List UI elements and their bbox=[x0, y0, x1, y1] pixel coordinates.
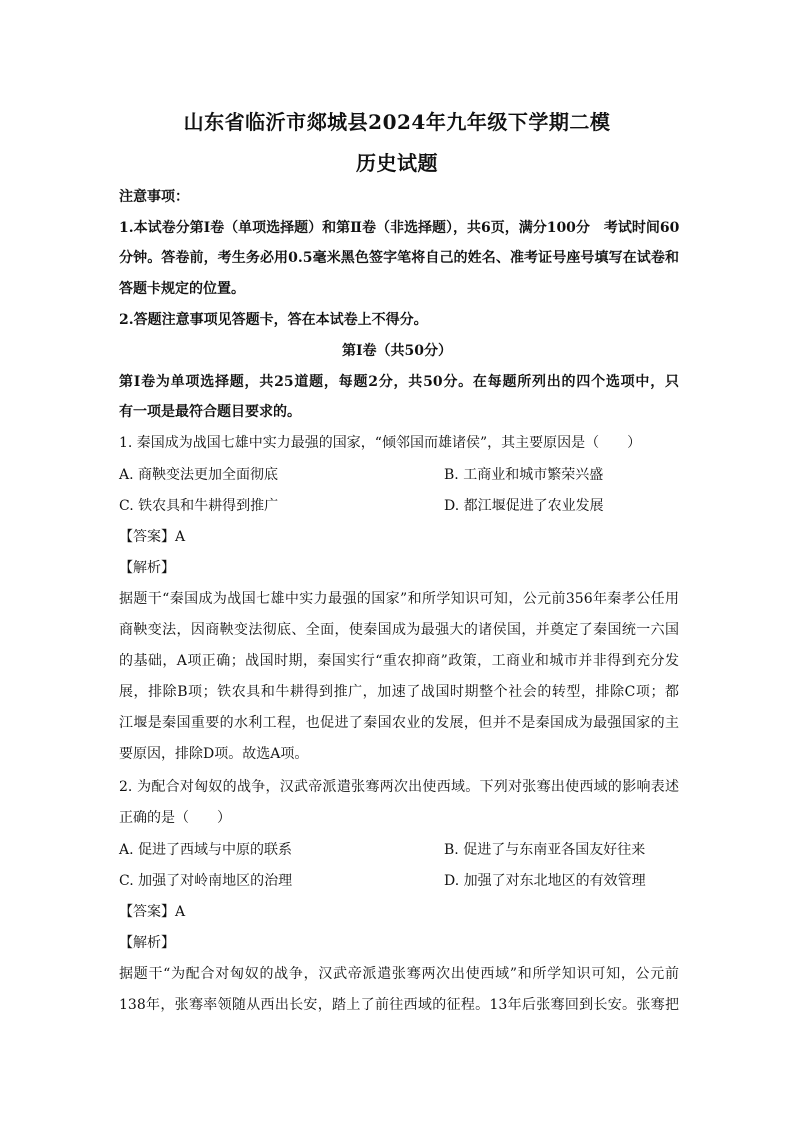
question-2-answer: 【答案】A bbox=[119, 904, 186, 920]
question-1-analysis-line: 据题干“秦国成为战国七雄中实力最强的国家”和所学知识可知，公元前356年秦孝公任用 bbox=[119, 591, 679, 607]
notice-item-2: 2.答题注意事项见答题卡，答在本试卷上不得分。 bbox=[119, 312, 428, 328]
question-1-option-c: C. 铁农具和牛耕得到推广 bbox=[119, 498, 279, 514]
question-2-option-b: B. 促进了与东南亚各国友好往来 bbox=[444, 842, 646, 858]
section-intro-line-1: 第Ⅰ卷为单项选择题，共25道题，每题2分，共50分。在每题所列出的四个选项中，只 bbox=[119, 374, 679, 390]
question-1-analysis-line: 要原因，排除D项。故选A项。 bbox=[119, 746, 309, 762]
question-1-option-d: D. 都江堰促进了农业发展 bbox=[444, 498, 604, 514]
question-2-option-c: C. 加强了对岭南地区的治理 bbox=[119, 873, 293, 889]
notice-item-1-line-2: 分钟。答卷前，考生务必用0.5毫米黑色签字笔将自己的姓名、准考证号座号填写在试卷和 bbox=[119, 250, 679, 266]
notice-item-1-line-3: 答题卡规定的位置。 bbox=[119, 281, 245, 297]
section-intro-line-2: 有一项是最符合题目要求的。 bbox=[119, 404, 301, 420]
document-subtitle: 历史试题 bbox=[356, 151, 438, 175]
question-1-option-b: B. 工商业和城市繁荣兴盛 bbox=[444, 467, 604, 483]
question-2-analysis-line: 据题干“为配合对匈奴的战争，汉武帝派遣张骞两次出使西域”和所学知识可知，公元前 bbox=[119, 966, 679, 982]
question-1-stem: 1. 秦国成为战国七雄中实力最强的国家，“倾邻国而雄诸侯”，其主要原因是（ ） bbox=[119, 435, 642, 451]
question-2-option-a: A. 促进了西域与中原的联系 bbox=[119, 842, 293, 858]
question-1-analysis-line: 商鞅变法，因商鞅变法彻底、全面，使秦国成为最强大的诸侯国，并奠定了秦国统一六国 bbox=[119, 622, 679, 638]
question-1-option-a: A. 商鞅变法更加全面彻底 bbox=[119, 467, 279, 483]
question-2-option-d: D. 加强了对东北地区的有效管理 bbox=[444, 873, 646, 889]
question-2-stem-line-2: 正确的是（ ） bbox=[119, 810, 231, 826]
question-2-analysis-label: 【解析】 bbox=[119, 935, 175, 951]
section-heading: 第Ⅰ卷（共50分） bbox=[341, 343, 453, 359]
notice-heading: 注意事项： bbox=[119, 189, 189, 205]
notice-item-1-line-1: 1.本试卷分第Ⅰ卷（单项选择题）和第Ⅱ卷（非选择题），共6页，满分100分 考试时间60 bbox=[119, 220, 680, 236]
question-2-stem-line-1: 2. 为配合对匈奴的战争，汉武帝派遣张骞两次出使西域。下列对张骞出使西域的影响表述 bbox=[119, 779, 679, 795]
question-1-analysis-label: 【解析】 bbox=[119, 560, 175, 576]
question-1-analysis-line: 江堰是秦国重要的水利工程，也促进了秦国农业的发展，但并不是秦国成为最强国家的主 bbox=[119, 715, 679, 731]
document-title: 山东省临沂市郯城县2024年九年级下学期二模 bbox=[183, 110, 611, 134]
question-1-analysis-line: 展，排除B项；铁农具和牛耕得到推广，加速了战国时期整个社会的转型，排除C项；都 bbox=[119, 684, 679, 700]
question-1-analysis-line: 的基础，A项正确；战国时期，秦国实行“重农抑商”政策，工商业和城市并非得到充分发 bbox=[119, 653, 679, 669]
question-1-answer: 【答案】A bbox=[119, 529, 186, 545]
question-2-analysis-line: 138年，张骞率领随从西出长安，踏上了前往西域的征程。13年后张骞回到长安。张骞把 bbox=[119, 997, 679, 1013]
